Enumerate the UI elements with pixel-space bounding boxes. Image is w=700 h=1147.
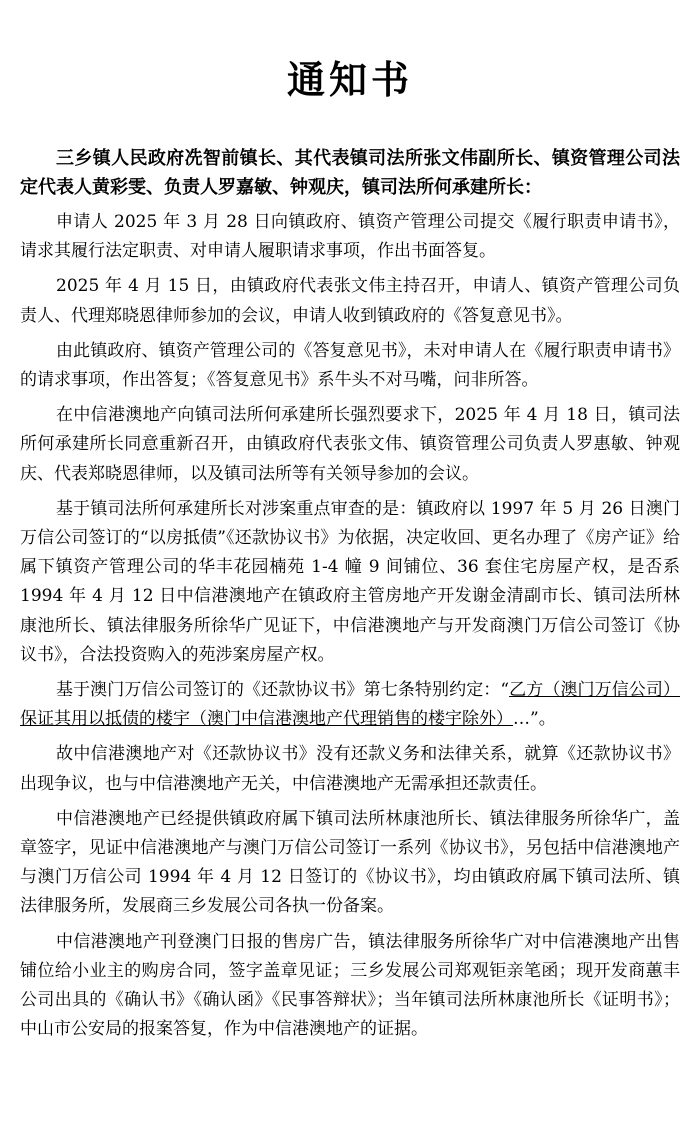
paragraph-1: 申请人 2025 年 3 月 28 日向镇政府、镇资产管理公司提交《履行职责申请书》，请求其履行法定职责、对申请人履职请求事项，作出书面答复。 (20, 212, 680, 262)
paragraph-2: 2025 年 4 月 15 日，由镇政府代表张文伟主持召开，申请人、镇资产管理公司负责人、代理郑晓恩律师参加的会议，申请人收到镇政府的《答复意见书》。 (20, 276, 680, 326)
underlined-clause-text: 乙方（澳门万信公司）保证其用以抵债的楼宇（澳门中信港澳地产代理销售的楼宇除外） (20, 680, 680, 730)
paragraph-5: 基于镇司法所何承建所长对涉案重点审查的是：镇政府以 1997 年 5 月 26 日澳门万信公司签订的“以房抵债”《还款协议书》为依据，决定收回、更名办理了《房产证》给属下镇资产管理公司的华丰花园楠苑 1-4 幢 9 间铺位、36 套住宅房屋产权，是否系 1994 年 4 月 12 日中信港澳地产在镇政府主管房地产开发谢金清副市长、镇司法所林康池所长、镇法律服务所徐华广见证下，中信港澳地产与开发商澳门万信公司签订《协议书》，合法投资购入的苑涉案房屋产权。 (20, 498, 680, 665)
salutation: 三乡镇人民政府冼智前镇长、其代表镇司法所张文伟副所长、镇资管理公司法定代表人黄彩雯、负责人罗嘉敏、钟观庆，镇司法所何承建所长： (20, 148, 680, 198)
quote-lead-text: 基于澳门万信公司签订的《还款协议书》第七条特别约定：“ (56, 680, 510, 701)
paragraph-8: 中信港澳地产已经提供镇政府属下镇司法所林康池所长、镇法律服务所徐华广，盖章签字，见证中信港澳地产与澳门万信公司签订一系列《协议书》，另包括中信港澳地产与澳门万信公司 1994 年 4 月 12 日签订的《协议书》，均由镇政府属下镇司法所、镇法律服务所，发展商三乡发展公司各执一份备案。 (20, 808, 680, 917)
paragraph-quote-clause (20, 676, 680, 734)
quote-tail-text: …”。 (513, 709, 556, 730)
paragraph-3: 由此镇政府、镇资产管理公司的《答复意见书》，未对申请人在《履行职责申请书》的请求事项，作出答复；《答复意见书》系牛头不对马嘴，问非所答。 (20, 340, 680, 391)
paragraph-4: 在中信港澳地产向镇司法所何承建所长强烈要求下，2025 年 4 月 18 日，镇司法所何承建所长同意重新召开，由镇政府代表张文伟、镇资管理公司负责人罗惠敏、钟观庆、代表郑晓恩律师，以及镇司法所等有关领导参加的会议。 (20, 405, 680, 484)
paragraph-7: 故中信港澳地产对《还款协议书》没有还款义务和法律关系，就算《还款协议书》出现争议，也与中信港澳地产无关，中信港澳地产无需承担还款责任。 (20, 744, 680, 794)
document-title: 通知书 (286, 58, 413, 102)
paragraph-9: 中信港澳地产刊登澳门日报的售房广告，镇法律服务所徐华广对中信港澳地产出售铺位给小业主的购房合同，签字盖章见证；三乡发展公司郑观钜亲笔函；现开发商蕙丰公司出具的《确认书》《确认函》《民事答辩状》；当年镇司法所林康池所长《证明书》；中山市公安局的报案答复，作为中信港澳地产的证据。 (20, 931, 680, 1040)
